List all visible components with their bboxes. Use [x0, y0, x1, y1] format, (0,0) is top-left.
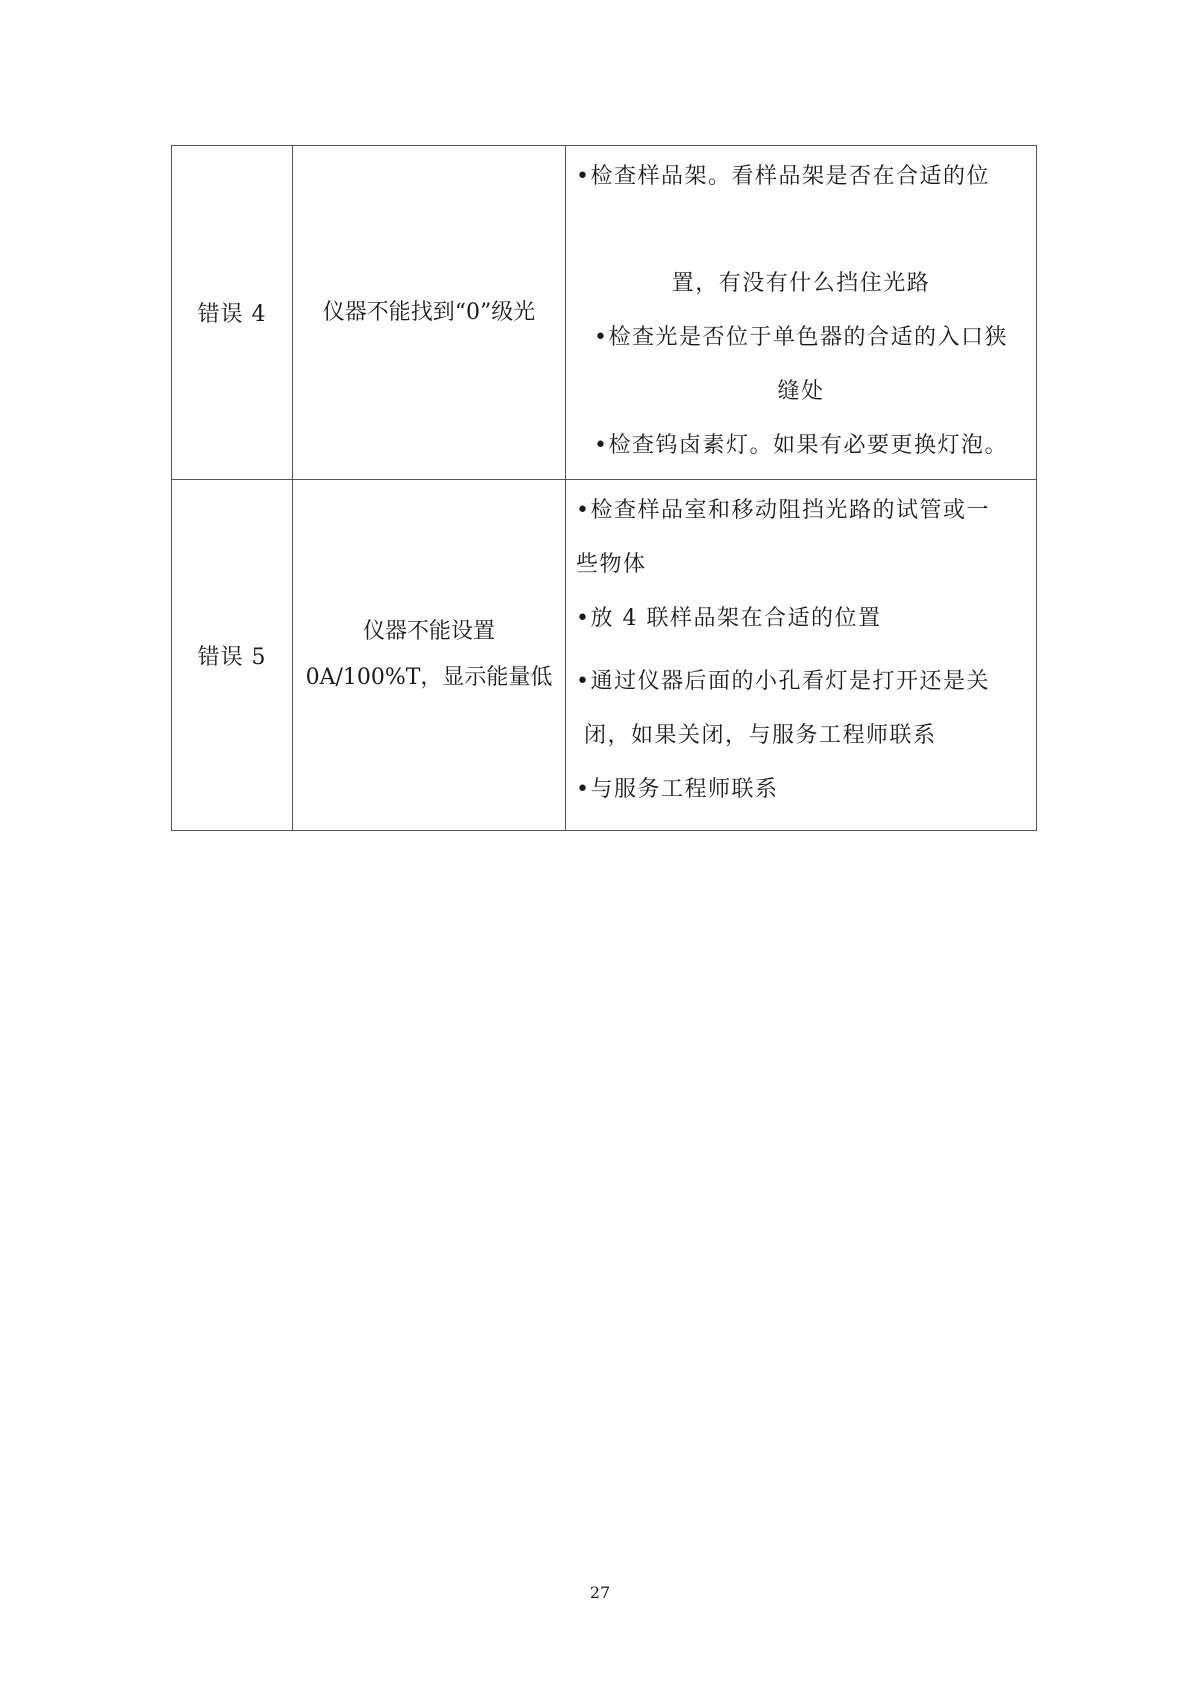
- symptom-cell: [293, 146, 566, 480]
- remedy-cell: [566, 480, 1037, 831]
- table-row: [172, 146, 1037, 480]
- symptom-cell: [293, 480, 566, 831]
- symptom-line: 0A/100%T，显示能量低: [305, 665, 553, 690]
- remedy-line: •通过仪器后面的小孔看灯是打开还是关: [576, 669, 990, 694]
- troubleshooting-table: [171, 145, 1037, 831]
- error-code-cell: [172, 480, 293, 831]
- symptom-line: 仪器不能设置: [362, 619, 495, 644]
- error-code: 错误 5: [197, 644, 267, 670]
- error-code: 错误 4: [197, 302, 267, 327]
- symptom-line: 仪器不能找到“0”级光: [322, 299, 536, 325]
- remedy-line: •检查钨卤素灯。如果有必要更换灯泡。: [594, 433, 1008, 458]
- remedy-line: 闭，如果关闭，与服务工程师联系: [584, 723, 937, 748]
- error-code-cell: [172, 146, 293, 480]
- remedy-line: •放 4 联样品架在合适的位置: [576, 606, 882, 631]
- table-row: [172, 480, 1037, 831]
- remedy-line: 些物体: [576, 552, 647, 577]
- remedy-line: 缝处: [777, 379, 825, 404]
- remedy-cell: [566, 146, 1037, 480]
- remedy-line: •与服务工程师联系: [576, 777, 779, 802]
- remedy-line: 置，有没有什么挡住光路: [671, 271, 931, 296]
- remedy-line: •检查光是否位于单色器的合适的入口狭: [594, 325, 1008, 350]
- remedy-line: •检查样品架。看样品架是否在合适的位: [576, 164, 990, 189]
- remedy-line: •检查样品室和移动阻挡光路的试管或一: [576, 498, 990, 523]
- page-number: 27: [589, 1583, 611, 1602]
